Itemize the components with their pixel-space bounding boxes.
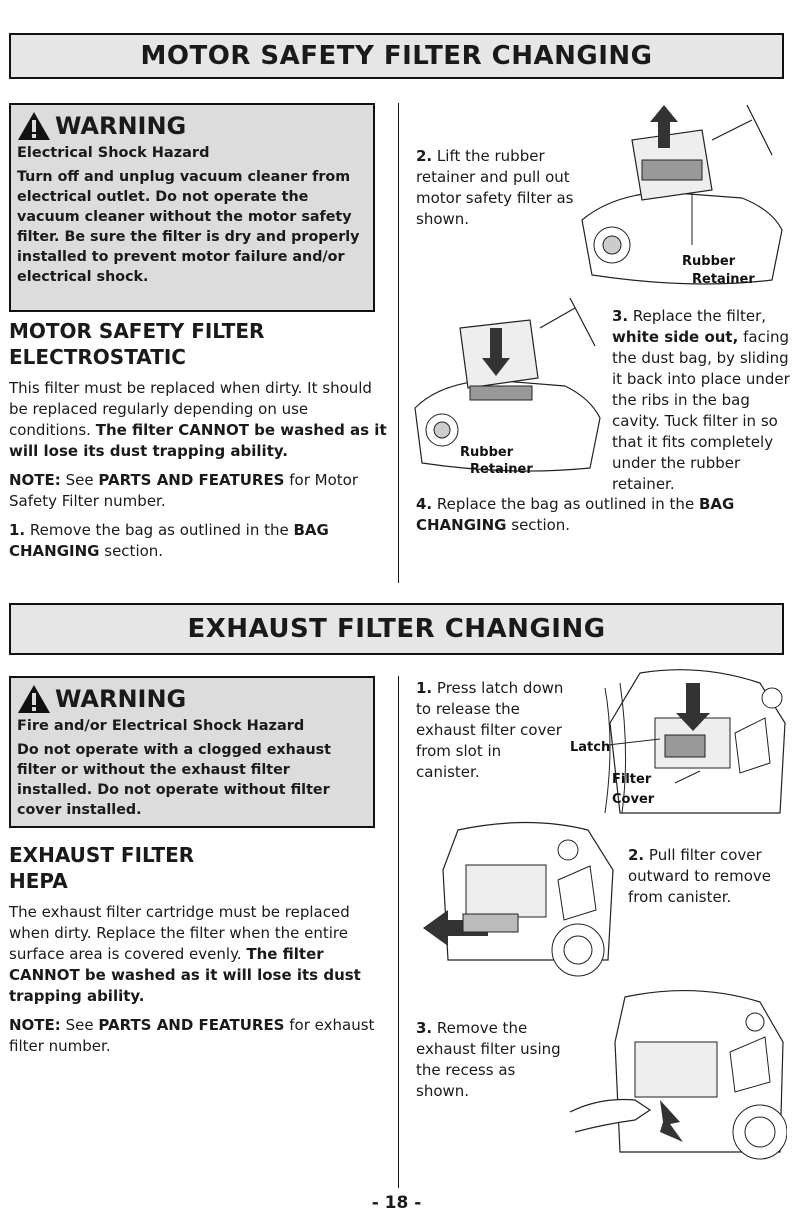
note-pre: See — [65, 1016, 94, 1034]
step-number: 2. — [628, 846, 645, 864]
step-text: Lift the rubber retainer and pull out motor safety filter as shown. — [416, 147, 574, 228]
hazard-type: Electrical Shock Hazard — [17, 145, 210, 161]
description-bold: The filter CANNOT be washed as it will lose its dust trapping ability. — [9, 945, 361, 1005]
note-pre: See — [65, 471, 94, 489]
illustration-pull-cover — [418, 810, 628, 980]
step-text: Press latch down to release the exhaust filter cover from slot in canister. — [416, 679, 564, 781]
illustration-remove-filter — [565, 982, 787, 1167]
description-bold: The filter CANNOT be washed as it will lose its dust trapping ability. — [9, 421, 387, 460]
step-text: Remove the exhaust filter using the recess as shown. — [416, 1019, 561, 1100]
note-post: for exhaust filter number. — [9, 1016, 375, 1055]
note-post: for Motor Safety Filter number. — [9, 471, 359, 510]
warning-heading — [17, 109, 367, 143]
step-number: 3. — [612, 307, 629, 325]
description-text: The exhaust filter cartridge must be replaced when dirty. Replace the filter when the entire surface area is covered evenly. — [9, 903, 350, 963]
warning-triangle-icon — [17, 684, 51, 714]
note — [9, 470, 387, 512]
callout-retainer: Retainer — [692, 272, 755, 287]
step-bold: BAG CHANGING — [9, 521, 329, 560]
section-title: MOTOR SAFETY FILTER CHANGING — [140, 41, 653, 71]
warning-triangle-icon — [17, 111, 51, 141]
callout-filter: Filter — [612, 772, 652, 787]
callout-rubber: Rubber — [460, 445, 514, 460]
step-text: Remove the bag as outlined in the — [29, 521, 289, 539]
column-divider — [398, 676, 399, 1188]
step-bold: white side out, — [612, 328, 739, 346]
hazard-type: Fire and/or Electrical Shock Hazard — [17, 718, 305, 734]
note — [9, 1015, 387, 1057]
step-text: Replace the filter, — [632, 307, 767, 325]
subtitle-line1: EXHAUST FILTER — [9, 843, 195, 867]
page-number: - 18 - — [371, 1193, 422, 1213]
description-text: This filter must be replaced when dirty. It should be replaced regularly depending on use conditions. — [9, 379, 372, 439]
callout-retainer: Retainer — [470, 462, 533, 477]
warning-box — [9, 103, 375, 312]
step-number: 3. — [416, 1019, 433, 1037]
callout-rubber: Rubber — [682, 254, 736, 269]
step-text: Replace the bag as outlined in the — [436, 495, 695, 513]
note-bold: PARTS AND FEATURES — [98, 1016, 285, 1034]
step-number: 1. — [9, 521, 26, 539]
callout-cover: Cover — [612, 792, 655, 807]
subtitle-line2: HEPA — [9, 869, 68, 893]
column-divider — [398, 103, 399, 583]
step-text-post: section. — [511, 516, 571, 534]
step-text: Pull filter cover outward to remove from canister. — [628, 846, 772, 906]
exhaust-step-1 — [416, 678, 566, 783]
exhaust-filter-info — [9, 842, 387, 1057]
section-header-motor-safety — [9, 33, 784, 79]
step-number: 2. — [416, 147, 433, 165]
illustration-press-latch — [560, 663, 788, 823]
step-3 — [612, 306, 790, 495]
illustration-lift-retainer — [572, 100, 787, 290]
step-text-post: section. — [104, 542, 164, 560]
motor-filter-info — [9, 318, 387, 562]
step-number: 4. — [416, 495, 433, 513]
exhaust-step-2 — [628, 845, 788, 908]
warning-label: WARNING — [55, 112, 187, 140]
warning-label: WARNING — [55, 685, 187, 713]
note-bold: PARTS AND FEATURES — [98, 471, 285, 489]
note-label: NOTE: — [9, 1016, 61, 1034]
subtitle-line1: MOTOR SAFETY FILTER — [9, 319, 265, 343]
illustration-replace-filter — [410, 298, 610, 478]
section-title: EXHAUST FILTER CHANGING — [187, 614, 606, 644]
step-text-post: facing the dust bag, by sliding it back into place under the ribs in the bag cavity. Tuck filter in so that it fits completely under the rubber retainer. — [612, 328, 790, 493]
step-4 — [416, 494, 786, 536]
warning-heading — [17, 682, 367, 716]
step-number: 1. — [416, 679, 433, 697]
subtitle-line2: ELECTROSTATIC — [9, 345, 186, 369]
step-bold: BAG CHANGING — [416, 495, 735, 534]
exhaust-step-3 — [416, 1018, 566, 1102]
filter-description — [9, 902, 387, 1007]
filter-description — [9, 378, 387, 462]
warning-text: Turn off and unplug vacuum cleaner from electrical outlet. Do not operate the vacuum cleaner without the motor safety filter. Be sure the filter is dry and properly installed to prevent motor failure and/or electrical shock. — [17, 169, 360, 285]
warning-text: Do not operate with a clogged exhaust filter or without the exhaust filter installed. Do not operate without filter cover installed. — [17, 742, 332, 818]
step-2 — [416, 146, 576, 230]
step-1 — [9, 520, 387, 562]
warning-box — [9, 676, 375, 828]
note-label: NOTE: — [9, 471, 61, 489]
callout-latch: Latch — [570, 740, 611, 755]
section-header-exhaust — [9, 603, 784, 655]
